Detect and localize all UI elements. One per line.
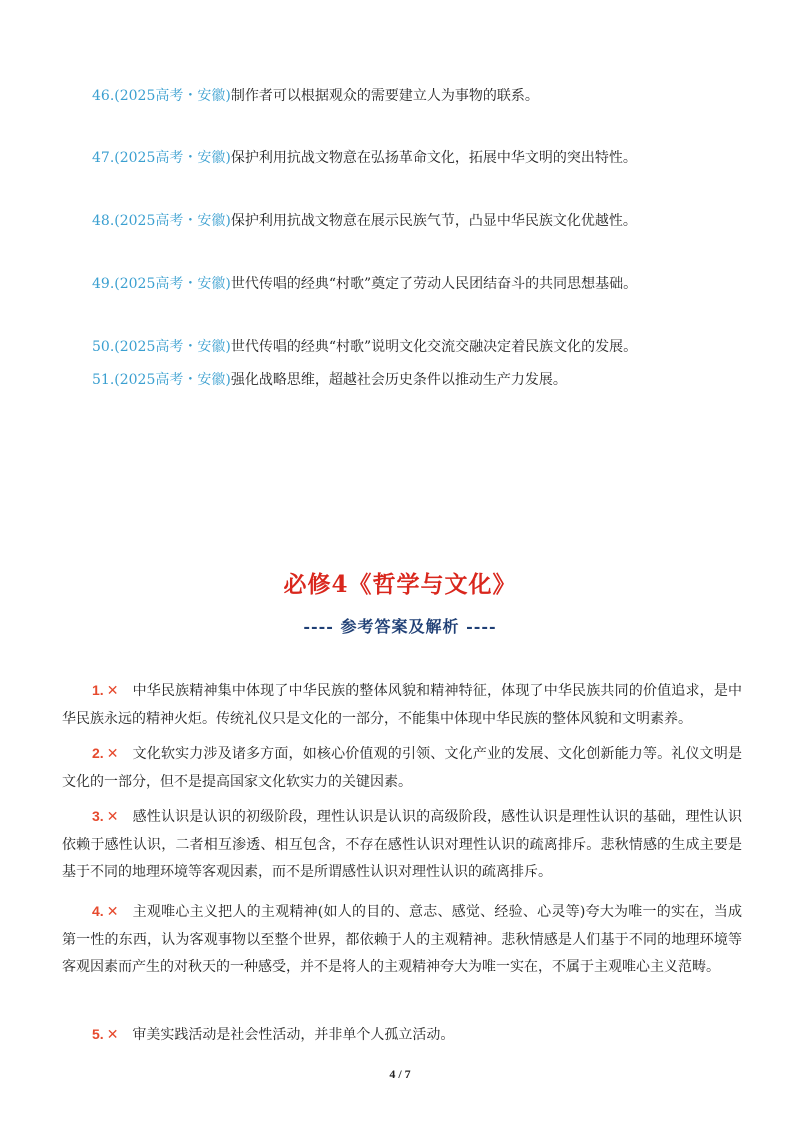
wrong-mark-icon: ✕ — [106, 904, 119, 920]
section-title: 必修4《哲学与文化》 — [283, 571, 517, 598]
answer-5 — [62, 1021, 742, 1050]
question-source: 47.(2025高考・安徽) — [92, 150, 231, 166]
question-source: 50.(2025高考・安徽) — [92, 339, 231, 355]
question-source: 49.(2025高考・安徽) — [92, 276, 231, 292]
question-text: 世代传唱的经典“村歌”说明文化交流交融决定着民族文化的发展。 — [230, 339, 638, 355]
question-text: 世代传唱的经典“村歌”奠定了劳动人民团结奋斗的共同思想基础。 — [230, 276, 638, 292]
wrong-mark-icon: ✕ — [106, 746, 119, 762]
answer-number: 1. — [92, 682, 104, 698]
question-50 — [92, 337, 637, 357]
answer-text: 主观唯心主义把人的主观精神(如人的目的、意志、感觉、经验、心灵等)夸大为唯一的实在，当成第一性的东西，认为客观事物以至整个世界，都依赖于人的主观精神。悲秋情感是人们基于不同的地理环境等客观因素而产生的对秋天的一种感受，并不是将人的主观精神夸大为唯一实在，不属于主观唯心主义范畴。 — [62, 904, 742, 975]
question-49 — [92, 274, 637, 294]
question-48 — [92, 211, 637, 231]
wrong-mark-icon: ✕ — [106, 683, 119, 699]
question-47 — [92, 148, 637, 168]
answer-text: 文化软实力涉及诸多方面，如核心价值观的引领、文化产业的发展、文化创新能力等。礼仪文明是文化的一部分，但不是提高国家文化软实力的关键因素。 — [62, 746, 742, 790]
question-source: 51.(2025高考・安徽) — [92, 372, 231, 388]
answer-3 — [62, 803, 742, 887]
question-text: 强化战略思维，超越社会历史条件以推动生产力发展。 — [230, 372, 567, 388]
section-subtitle: ---- 参考答案及解析 ---- — [303, 617, 497, 636]
answer-text: 感性认识是认识的初级阶段，理性认识是认识的高级阶段，感性认识是理性认识的基础，理性认识依赖于感性认识，二者相互渗透、相互包含，不存在感性认识对理性认识的疏离排斥。悲秋情感的生成主要是基于不同的地理环境等客观因素，而不是所谓感性认识对理性认识的疏离排斥。 — [62, 809, 742, 880]
answer-4 — [62, 898, 742, 982]
page-number: 4 / 7 — [389, 1067, 411, 1081]
wrong-mark-icon: ✕ — [106, 1027, 119, 1043]
question-text: 保护利用抗战文物意在展示民族气节，凸显中华民族文化优越性。 — [230, 213, 637, 229]
answer-number: 5. — [92, 1026, 104, 1042]
answer-2 — [62, 740, 742, 796]
answer-text: 中华民族精神集中体现了中华民族的整体风貌和精神特征，体现了中华民族共同的价值追求，是中华民族永远的精神火炬。传统礼仪只是文化的一部分，不能集中体现中华民族的整体风貌和文明素养。 — [62, 683, 742, 727]
question-source: 46.(2025高考・安徽) — [92, 88, 231, 104]
answer-text: 审美实践活动是社会性活动，并非单个人孤立活动。 — [132, 1027, 455, 1043]
question-46 — [92, 86, 539, 106]
question-51 — [92, 370, 567, 390]
answer-number: 3. — [92, 808, 104, 824]
wrong-mark-icon: ✕ — [106, 809, 119, 825]
question-text: 保护利用抗战文物意在弘扬革命文化，拓展中华文明的突出特性。 — [230, 150, 637, 166]
answer-1 — [62, 677, 742, 733]
question-source: 48.(2025高考・安徽) — [92, 213, 231, 229]
answer-number: 4. — [92, 903, 104, 919]
question-text: 制作者可以根据观众的需要建立人为事物的联系。 — [230, 88, 539, 104]
answer-number: 2. — [92, 745, 104, 761]
